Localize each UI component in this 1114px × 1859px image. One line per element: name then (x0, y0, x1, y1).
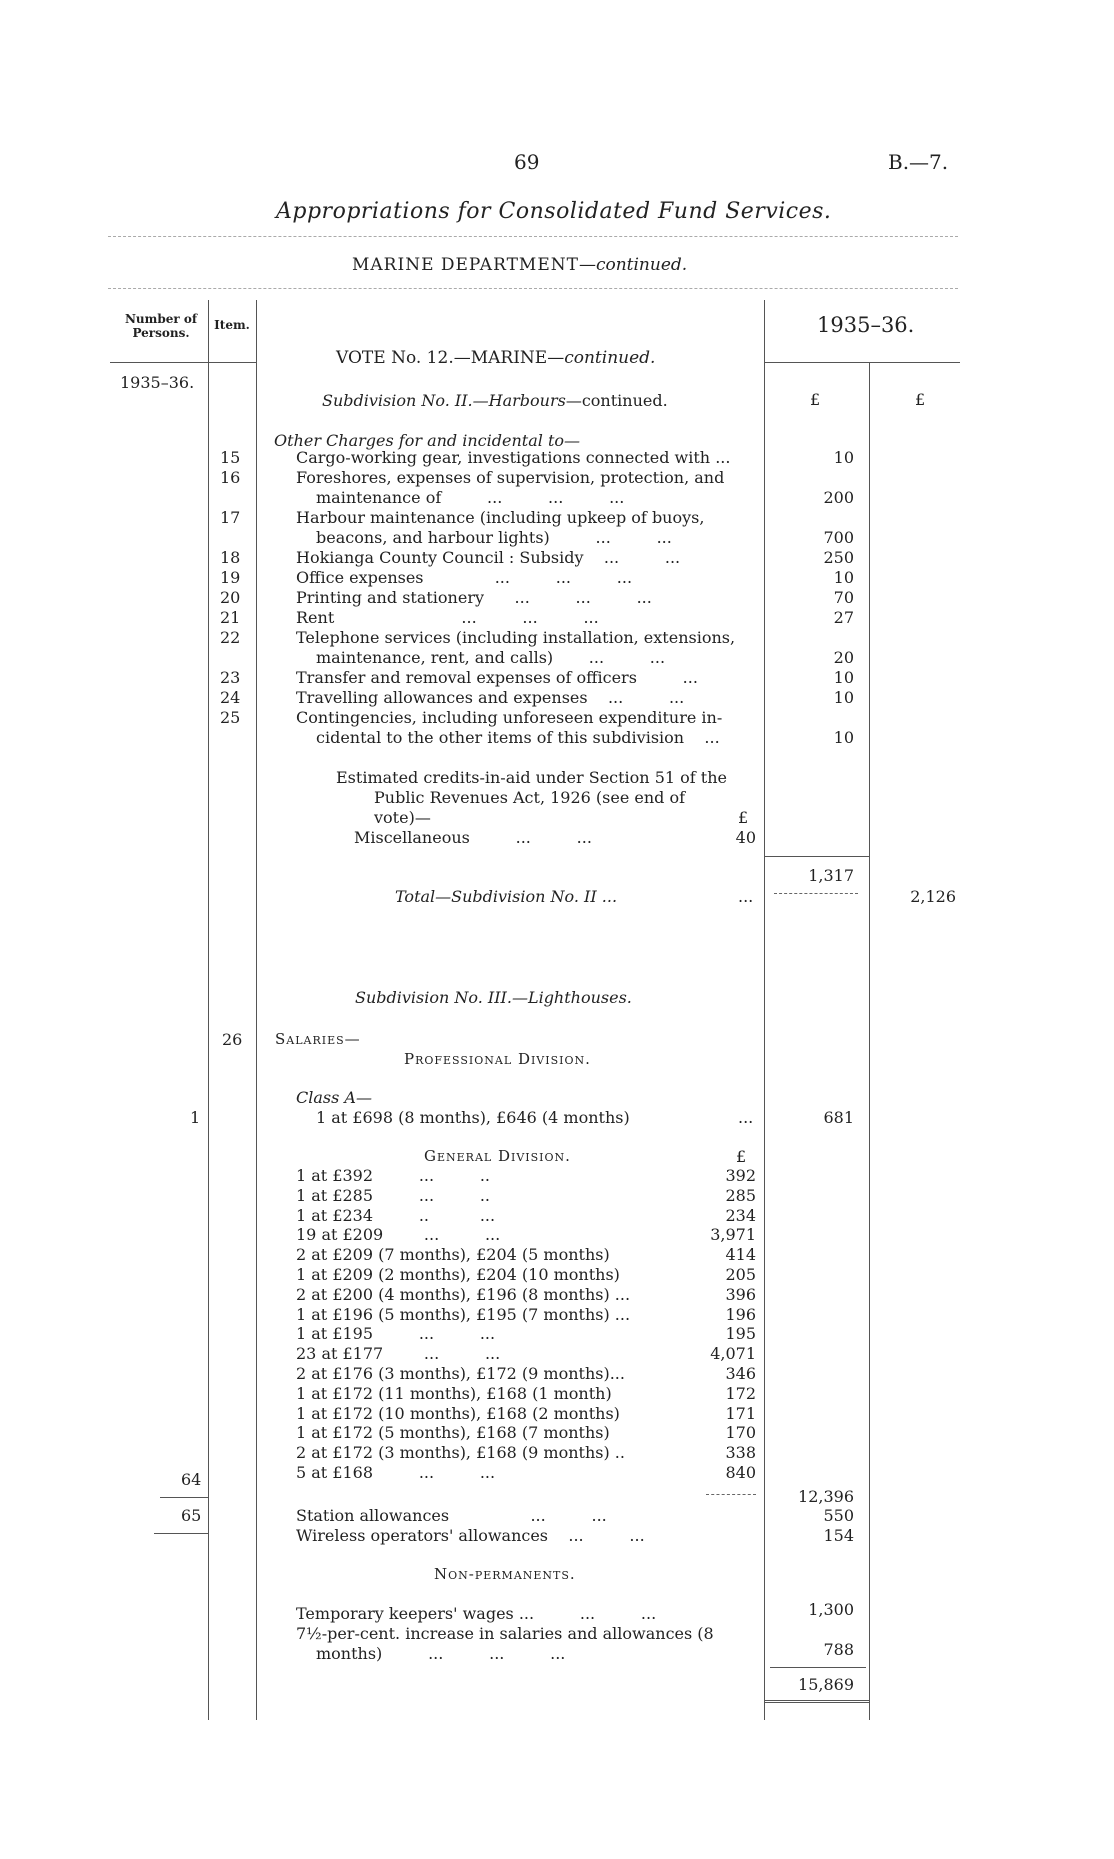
rule-desc-amount (764, 300, 765, 1720)
general-row-label: 1 at £234 .. ... (296, 1205, 496, 1225)
total-persons-rule (154, 1533, 208, 1534)
class-a-line: 1 at £698 (8 months), £646 (4 months) (316, 1108, 630, 1127)
subdivision-3-title: Subdivision No. III.—Lighthouses. (355, 988, 632, 1007)
temporary-wages-amount: 1,300 (808, 1600, 854, 1619)
charge-item-number: 15 (220, 448, 241, 467)
item-26: 26 (222, 1030, 243, 1049)
class-a-heading: Class A— (296, 1088, 372, 1107)
general-division-pound: £ (736, 1147, 747, 1166)
charge-item-number: 19 (220, 568, 241, 587)
class-a-persons: 1 (190, 1108, 201, 1127)
charge-description-line: Contingencies, including unforeseen expenditure in- (296, 708, 723, 727)
general-row-label: 2 at £176 (3 months), £172 (9 months)... (296, 1364, 625, 1383)
rule-persons-header (110, 362, 256, 363)
allowance-amount: 154 (823, 1526, 854, 1545)
class-a-amount: 681 (823, 1108, 854, 1127)
pound-sign-col1: £ (810, 390, 821, 409)
vote-title (336, 348, 655, 368)
credits-line-3: vote)— (374, 808, 431, 827)
subdivision-2-suffix: —continued. (565, 391, 668, 410)
rule-item-desc (256, 300, 257, 1720)
department-name: MARINE DEPARTMENT (352, 255, 579, 275)
charge-description-line: Harbour maintenance (including upkeep of buoys, (296, 508, 705, 527)
rule-amount-total (869, 362, 870, 1720)
charge-description-line: Office expenses ... ... ... (296, 568, 633, 587)
subdivision-2-title (322, 391, 668, 410)
general-row-label: 1 at £195 ... ... (296, 1324, 496, 1344)
charge-item-number: 17 (220, 508, 241, 527)
charge-description-line: Rent ... ... ... (296, 608, 599, 627)
charge-amount: 10 (833, 668, 854, 687)
vote-title-text: VOTE No. 12.—MARINE (336, 348, 548, 368)
general-row-label: 19 at £209 ... ... (296, 1225, 501, 1245)
general-row-amount: 346 (725, 1364, 756, 1383)
general-row-amount: 3,971 (710, 1225, 756, 1245)
general-row-amount: 338 (725, 1443, 756, 1463)
general-division-heading: General Division. (424, 1147, 571, 1165)
charge-description-line: cidental to the other items of this subdivision ... (316, 728, 720, 747)
charge-description-line: Transfer and removal expenses of officers ... (296, 668, 698, 687)
charge-amount: 10 (833, 728, 854, 747)
allowance-label: Station allowances ... ... (296, 1506, 607, 1525)
credits-pound: £ (738, 808, 749, 827)
general-persons: 64 (181, 1470, 202, 1489)
charge-description-line: Foreshores, expenses of supervision, protection, and (296, 468, 725, 487)
general-total: 12,396 (798, 1487, 854, 1506)
charge-amount: 200 (823, 488, 854, 507)
page-title: Appropriations for Consolidated Fund Services. (276, 199, 832, 224)
charge-item-number: 21 (220, 608, 241, 627)
charge-amount: 20 (833, 648, 854, 667)
department-heading (352, 255, 687, 275)
charge-item-number: 20 (220, 588, 241, 607)
general-row-amount: 196 (725, 1304, 756, 1324)
general-row-amount: 392 (725, 1166, 756, 1185)
general-row-amount: 4,071 (710, 1344, 756, 1364)
general-row-label: 1 at £172 (5 months), £168 (7 months) (296, 1423, 610, 1443)
general-row-amount: 171 (725, 1403, 756, 1423)
charge-description-line: beacons, and harbour lights) ... ... (316, 528, 672, 547)
title-rule (108, 236, 958, 237)
grand-total-rule-bottom (764, 1700, 869, 1703)
general-row-amount: 414 (725, 1245, 756, 1265)
general-row-amount: 172 (725, 1383, 756, 1403)
temporary-wages-label: Temporary keepers' wages ... ... ... (296, 1604, 657, 1623)
grand-total-rule-top (770, 1667, 866, 1668)
rule-year-header (764, 362, 960, 363)
subtotal-rule (764, 856, 869, 857)
general-row-amount: 285 (725, 1185, 756, 1205)
charge-amount: 700 (823, 528, 854, 547)
total-persons: 65 (181, 1506, 202, 1525)
charge-amount: 70 (833, 588, 854, 607)
total-subdivision-2-label: Total—Subdivision No. II ... (395, 887, 618, 906)
general-row-amount: 840 (725, 1463, 756, 1482)
header-item: Item. (214, 318, 250, 332)
general-row-label: 1 at £285 ... .. (296, 1185, 491, 1205)
charge-amount: 250 (823, 548, 854, 567)
general-subtotal-dash (706, 1494, 756, 1495)
charge-item-number: 18 (220, 548, 241, 567)
general-row-label: 5 at £168 ... ... (296, 1463, 496, 1482)
subtotal-dash (774, 893, 858, 894)
general-row-label: 1 at £209 (2 months), £204 (10 months) (296, 1265, 620, 1284)
charge-item-number: 22 (220, 628, 241, 647)
general-row-amount: 195 (725, 1324, 756, 1344)
charge-amount: 10 (833, 568, 854, 587)
general-row-label: 2 at £209 (7 months), £204 (5 months) (296, 1245, 610, 1265)
subtotal-col1: 1,317 (808, 866, 854, 885)
header-year: 1935–36. (817, 313, 915, 337)
total-subdivision-2-amount: 2,126 (910, 887, 956, 906)
general-row-label: 1 at £392 ... .. (296, 1166, 491, 1185)
increase-line-2: months) ... ... ... (316, 1644, 566, 1663)
department-rule (108, 288, 958, 289)
credits-misc-label: Miscellaneous ... ... (354, 828, 592, 847)
charge-item-number: 24 (220, 688, 241, 707)
class-a-dots: ... (738, 1108, 754, 1127)
charge-description-line: Travelling allowances and expenses ... ... (296, 688, 685, 707)
salaries-heading: Salaries— (275, 1030, 361, 1048)
document-reference: B.—7. (888, 150, 949, 174)
subdivision-2-name: Subdivision No. II.—Harbours (322, 391, 566, 410)
rule-persons-item (208, 300, 209, 1720)
charge-description-line: maintenance, rent, and calls) ... ... (316, 648, 666, 667)
increase-amount: 788 (823, 1640, 854, 1659)
general-row-label: 2 at £172 (3 months), £168 (9 months) .. (296, 1443, 625, 1463)
charge-description-line: Printing and stationery ... ... ... (296, 588, 652, 607)
general-row-label: 1 at £196 (5 months), £195 (7 months) ... (296, 1304, 631, 1324)
credits-line-2: Public Revenues Act, 1926 (see end of (374, 788, 686, 807)
general-row-amount: 234 (725, 1205, 756, 1225)
general-persons-rule (160, 1497, 208, 1498)
charge-description-line: Hokianga County Council : Subsidy ... ... (296, 548, 681, 567)
general-row-label: 1 at £172 (10 months), £168 (2 months) (296, 1403, 620, 1423)
non-permanents-heading: Non-permanents. (434, 1565, 576, 1583)
general-row-amount: 205 (725, 1265, 756, 1284)
pound-sign-col2: £ (915, 390, 926, 409)
vote-title-suffix: —continued. (547, 348, 656, 368)
total-subdivision-2-dots: ... (738, 887, 754, 906)
charge-item-number: 25 (220, 708, 241, 727)
charge-description-line: Cargo-working gear, investigations connected with ... (296, 448, 731, 467)
general-row-label: 23 at £177 ... ... (296, 1344, 501, 1364)
charge-description-line: Telephone services (including installation, extensions, (296, 628, 736, 647)
general-row-label: 1 at £172 (11 months), £168 (1 month) (296, 1383, 612, 1403)
general-row-amount: 396 (725, 1284, 756, 1304)
credits-misc-amount: 40 (735, 828, 756, 847)
general-row-label: 2 at £200 (4 months), £196 (8 months) ... (296, 1284, 631, 1304)
department-suffix: —continued. (578, 255, 688, 275)
charge-amount: 27 (833, 608, 854, 627)
allowance-label: Wireless operators' allowances ... ... (296, 1526, 645, 1545)
allowance-amount: 550 (823, 1506, 854, 1525)
general-row-amount: 170 (725, 1423, 756, 1443)
charge-amount: 10 (833, 448, 854, 467)
header-number-of-persons: Number of Persons. (124, 312, 198, 340)
credits-line-1: Estimated credits-in-aid under Section 51 of the (336, 768, 727, 787)
increase-line-1: 7½-per-cent. increase in salaries and allowances (8 (296, 1624, 714, 1643)
charge-amount: 10 (833, 688, 854, 707)
charge-item-number: 16 (220, 468, 241, 487)
persons-year: 1935–36. (120, 373, 195, 392)
charge-description-line: maintenance of ... ... ... (316, 488, 625, 507)
charge-item-number: 23 (220, 668, 241, 687)
grand-total: 15,869 (798, 1675, 854, 1694)
page-number: 69 (514, 150, 540, 174)
professional-division-heading: Professional Division. (404, 1050, 591, 1068)
other-charges-heading: Other Charges for and incidental to— (274, 431, 581, 450)
